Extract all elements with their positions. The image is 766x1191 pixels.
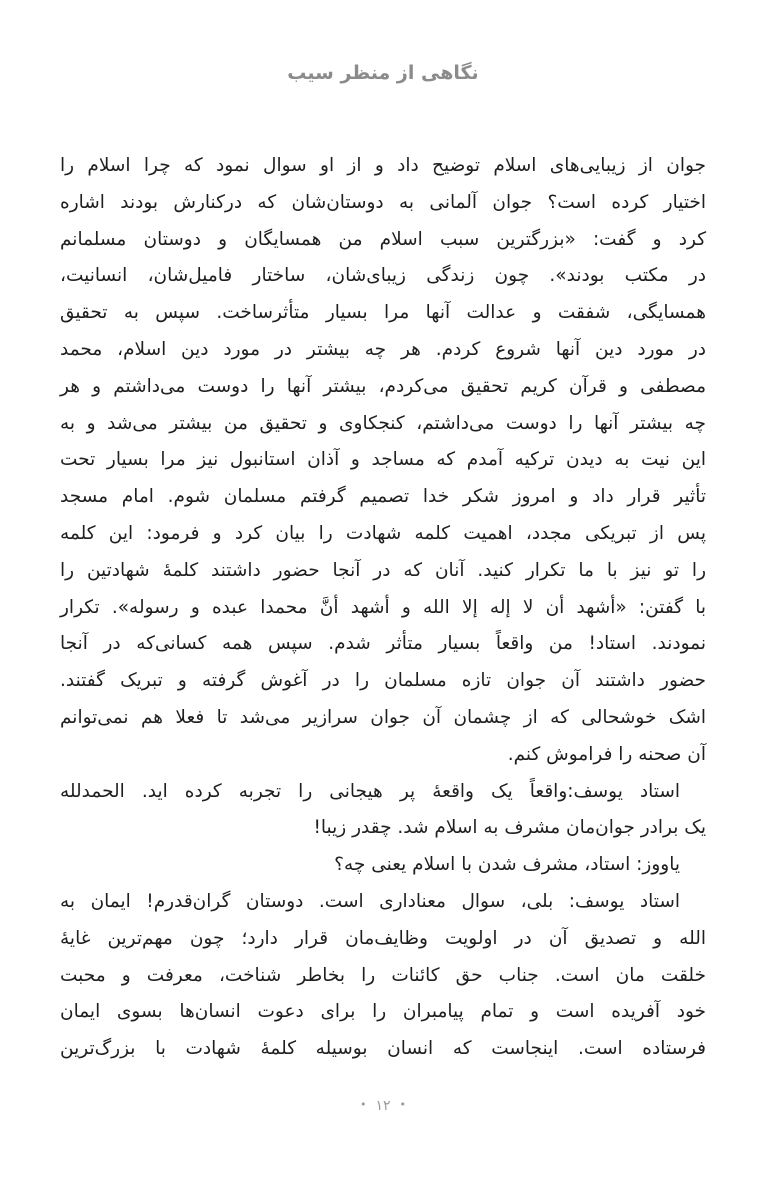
text-line: فرستاده است. اینجاست که انسان بوسیله کلمهٔ شهادت با بزرگ‌ترین xyxy=(60,1038,706,1060)
text-line: خود آفریده است و تمام پیامبران را برای دعوت انسان‌ها بسوی ایمان xyxy=(60,1001,706,1023)
text-line: خلقت مان است. جناب حق کائنات را بخاطر شناخت، معرفت و محبت xyxy=(60,964,706,986)
text-line: در مکتب بودند». چون زندگی زیبای‌شان، ساختار فامیل‌شان، انسانیت، xyxy=(60,265,706,287)
text-line: را تو نیز با ما تکرار کنید. آنان که در آنجا حضور داشتند کلمهٔ شهادتین را xyxy=(60,559,706,581)
text-line: با گفتن: «أشهد أن لا إله إلا الله و أشهد أنَّ محمدا عبده و رسوله». تکرار xyxy=(60,596,706,618)
page-footer xyxy=(0,1098,766,1114)
text-line: کرد و گفت: «بزرگترین سبب اسلام من همسایگان و دوستان مسلمانم xyxy=(60,228,706,250)
page-number: ۱۲ xyxy=(375,1098,391,1114)
running-head-title: نگاهی از منظر سیب xyxy=(287,62,479,84)
text-line: این نیت به دیدن ترکیه آمدم که مساجد و آذان استانبول نیز مرا بسیار تحت xyxy=(60,449,706,471)
text-line: پس از تبریکی مجدد، اهمیت کلمه شهادت را بیان کرد و فرمود: این کلمه xyxy=(60,522,706,544)
text-line: اختیار کرده است؟ جوان آلمانی به دوستان‌شان که درکنارش بودند اشاره xyxy=(60,191,706,213)
text-line: استاد یوسف: بلی، سوال معناداری است. دوستان گران‌قدرم! ایمان به xyxy=(60,890,680,912)
paragraph xyxy=(60,884,706,1068)
text-line: تأثیر قرار داد و امروز شکر خدا تصمیم گرفتم مسلمان شوم. امام مسجد xyxy=(60,486,706,508)
paragraph xyxy=(60,148,706,774)
paragraph xyxy=(60,847,706,884)
text-line: همسایگی، شفقت و عدالت آنها مرا بسیار متأثرساخت. سپس به تحقیق xyxy=(60,302,706,324)
text-line: در مورد دین آنها شروع کردم. هر چه بیشتر در مورد دین اسلام، محمد xyxy=(60,338,706,360)
paragraph xyxy=(60,774,706,848)
text-line: استاد یوسف:واقعاً یک واقعهٔ پر هیجانی را تجربه کرده اید. الحمدلله xyxy=(60,780,680,802)
text-line: یاووز: استاد، مشرف شدن با اسلام یعنی چه؟ xyxy=(334,854,680,876)
text-line: جوان از زیبایی‌های اسلام توضیح داد و از او سوال نمود که چرا اسلام را xyxy=(60,155,706,176)
text-line: یک برادر جوان‌مان مشرف به اسلام شد. چقدر زیبا! xyxy=(313,817,706,839)
text-line: الله و تصدیق آن در اولویت وظایف‌مان قرار دارد؛ چون مهم‌ترین غایهٔ xyxy=(60,927,706,949)
text-line: آن صحنه را فراموش کنم. xyxy=(507,743,706,765)
footer-bullet-left-icon: • xyxy=(359,1098,367,1111)
footer-bullet-right-icon: • xyxy=(399,1098,407,1111)
text-line: نمودند. استاد! من واقعاً بسیار متأثر شدم. سپس همه کسانی‌که در آنجا xyxy=(60,633,706,655)
body-text xyxy=(60,148,706,1068)
text-line: حضور داشتند آن جوان تازه مسلمان را در آغوش گرفته و تبریک گفتند. xyxy=(60,670,706,692)
text-line: اشک خوشحالی که از چشمان آن جوان سرازیر می‌شد تا فعلا هم نمی‌توانم xyxy=(60,706,706,728)
text-line: چه بیشتر آنها را دوست می‌داشتم، کنجکاوی و تحقیق من بیشتر می‌شد و به xyxy=(60,412,706,434)
text-line: مصطفی و قرآن کریم تحقیق می‌کردم، بیشتر آنها را دوست می‌داشتم و هر xyxy=(60,375,706,397)
